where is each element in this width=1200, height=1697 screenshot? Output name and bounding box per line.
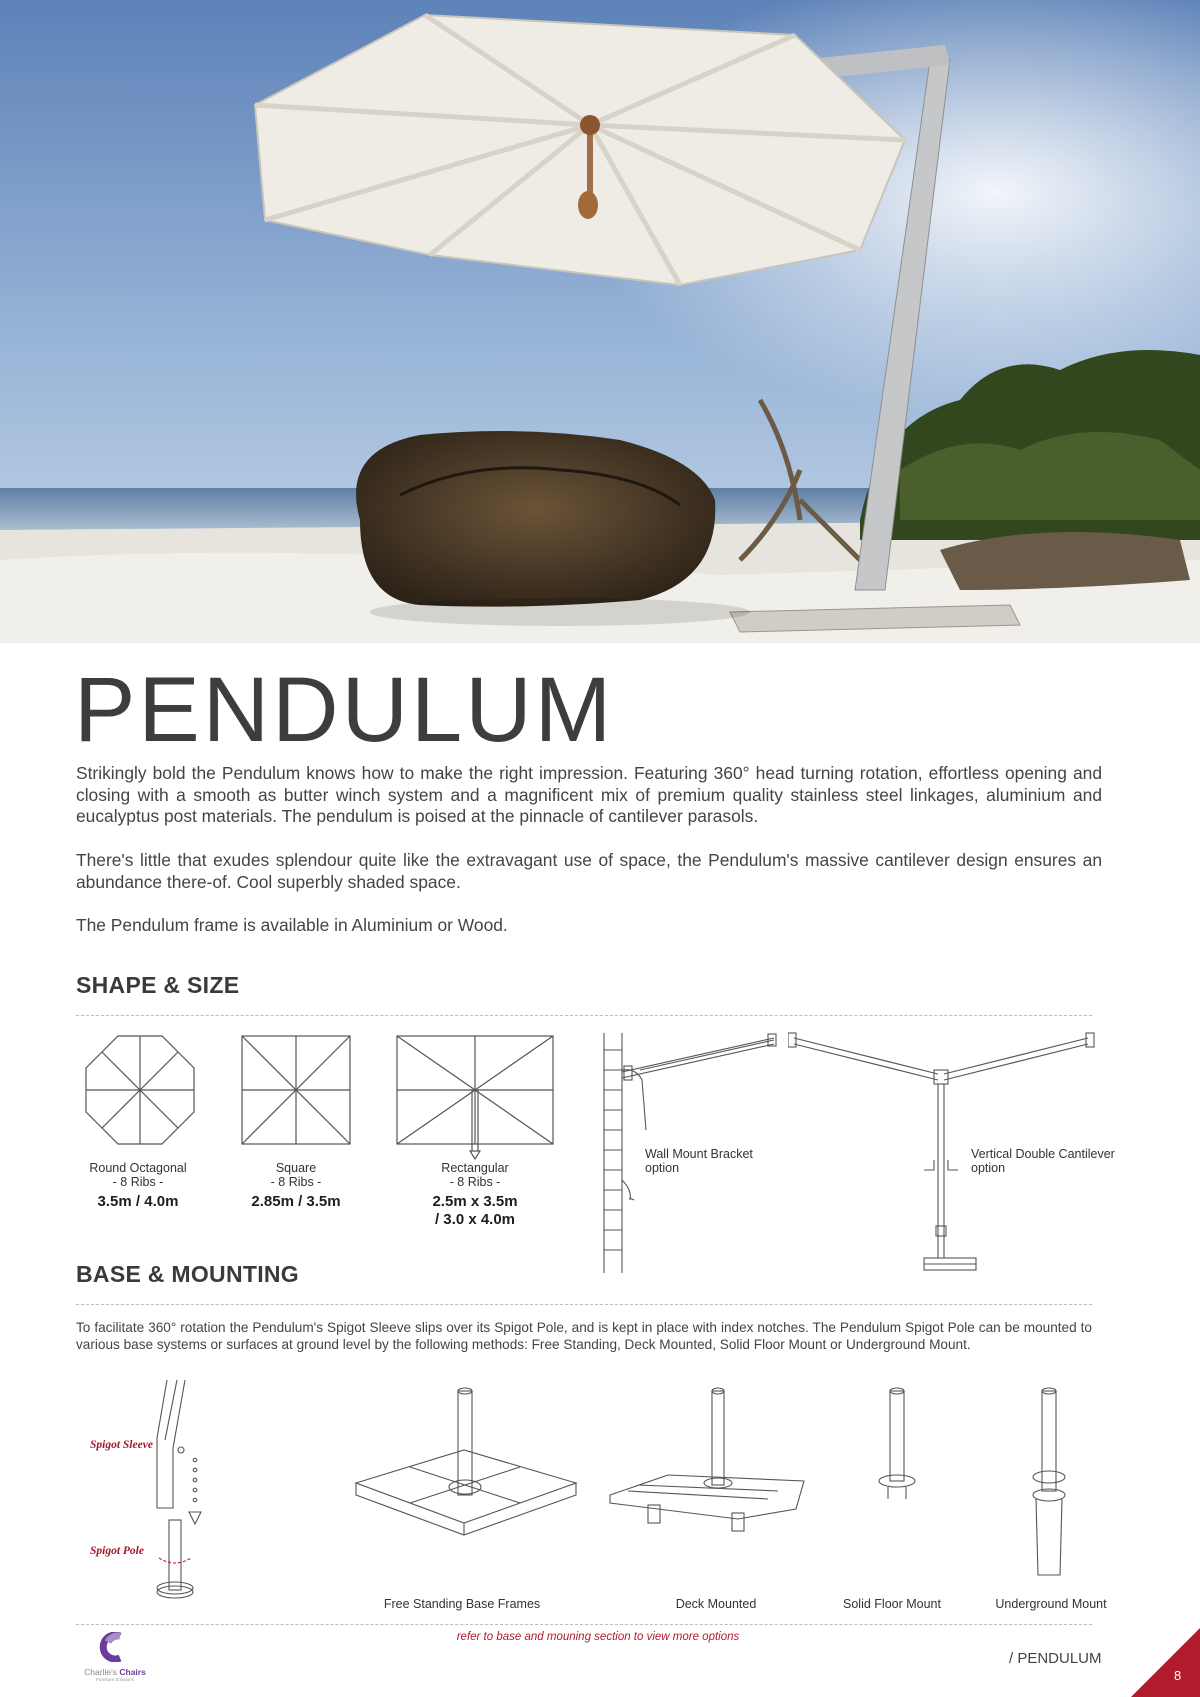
shape-size-rectangular-2: / 3.0 x 4.0m [434, 1211, 516, 1228]
double-cantilever-label-1: Vertical Double Cantilever [971, 1147, 1115, 1161]
intro-paragraph-1: Strikingly bold the Pendulum knows how to make the right impression. Featuring 360° head turning rotation, effortless opening and closing with a smooth as butter winch system and a magnificent mix of premium quality stainless steel linkages, aluminium and eucalyptus post materials. The pendulum is poised at the pinnacle of cantilever parasols. [76, 763, 1102, 827]
square-diagram [238, 1033, 354, 1148]
brand-name-a: Charlie's [84, 1667, 117, 1677]
shape-ribs-rectangular: - 8 Ribs - [449, 1175, 501, 1189]
free-standing-diagram [354, 1385, 580, 1550]
brand-logo-icon [78, 1632, 152, 1662]
wall-mount-label-2: option [645, 1161, 680, 1175]
underground-diagram [1028, 1385, 1072, 1585]
deck-mounted-diagram [608, 1385, 808, 1550]
brand-logo [78, 1632, 152, 1682]
base-mounting-text: To facilitate 360° rotation the Pendulum's Spigot Sleeve slips over its Spigot Pole, and is kept in place with index notches. The Pendulum Spigot Pole can be mounted to various base systems or surfaces at ground level by the following methods: Free Standing, Deck Mounted, Solid Floor Mount or Underground Mount. [76, 1320, 1092, 1352]
mount-caption-deck: Deck Mounted [675, 1597, 757, 1611]
shape-ribs-round: - 8 Ribs - [112, 1175, 164, 1189]
spigot-diagram [145, 1378, 215, 1613]
shape-name-round: Round Octagonal [89, 1161, 187, 1175]
spigot-sleeve-label: Spigot Sleeve [90, 1439, 153, 1451]
mount-caption-underground: Underground Mount [995, 1597, 1107, 1611]
section-label: / PENDULUM [1009, 1650, 1102, 1667]
divider [76, 1624, 1092, 1625]
round-octagonal-diagram [80, 1033, 200, 1148]
brand-tagline: Furniture Solutions [96, 1677, 134, 1682]
shape-name-square: Square [275, 1161, 317, 1175]
divider [76, 1015, 1092, 1016]
shape-name-rectangular: Rectangular [441, 1161, 509, 1175]
page-title: PENDULUM [74, 659, 615, 761]
mount-caption-free-standing: Free Standing Base Frames [383, 1597, 541, 1611]
intro-paragraph-3: The Pendulum frame is available in Aluminium or Wood. [76, 915, 508, 935]
double-cantilever-label-2: option [971, 1161, 1006, 1175]
base-mounting-heading: BASE & MOUNTING [76, 1261, 299, 1287]
wall-mount-label-1: Wall Mount Bracket [645, 1147, 753, 1161]
footer-note: refer to base and mouning section to view more options [456, 1631, 740, 1643]
brand-name-b: Chairs [119, 1667, 146, 1677]
shape-size-heading: SHAPE & SIZE [76, 972, 240, 998]
page-number: 8 [1174, 1668, 1182, 1683]
spigot-pole-label: Spigot Pole [90, 1545, 144, 1557]
shape-size-square: 2.85m / 3.5m [251, 1193, 341, 1210]
shape-size-round: 3.5m / 4.0m [97, 1193, 179, 1210]
page-corner-tab [1131, 1628, 1200, 1697]
mount-caption-solid-floor: Solid Floor Mount [843, 1597, 941, 1611]
rectangular-diagram [394, 1033, 556, 1163]
hero-photo [0, 0, 1200, 643]
shape-size-rectangular-1: 2.5m x 3.5m [432, 1193, 518, 1210]
divider [76, 1304, 1092, 1305]
solid-floor-diagram [868, 1385, 928, 1505]
shape-ribs-square: - 8 Ribs - [270, 1175, 322, 1189]
intro-paragraph-2: There's little that exudes splendour quite like the extravagant use of space, the Pendulum's massive cantilever design ensures an abundance there-of. Cool superbly shaded space. [76, 850, 1102, 892]
